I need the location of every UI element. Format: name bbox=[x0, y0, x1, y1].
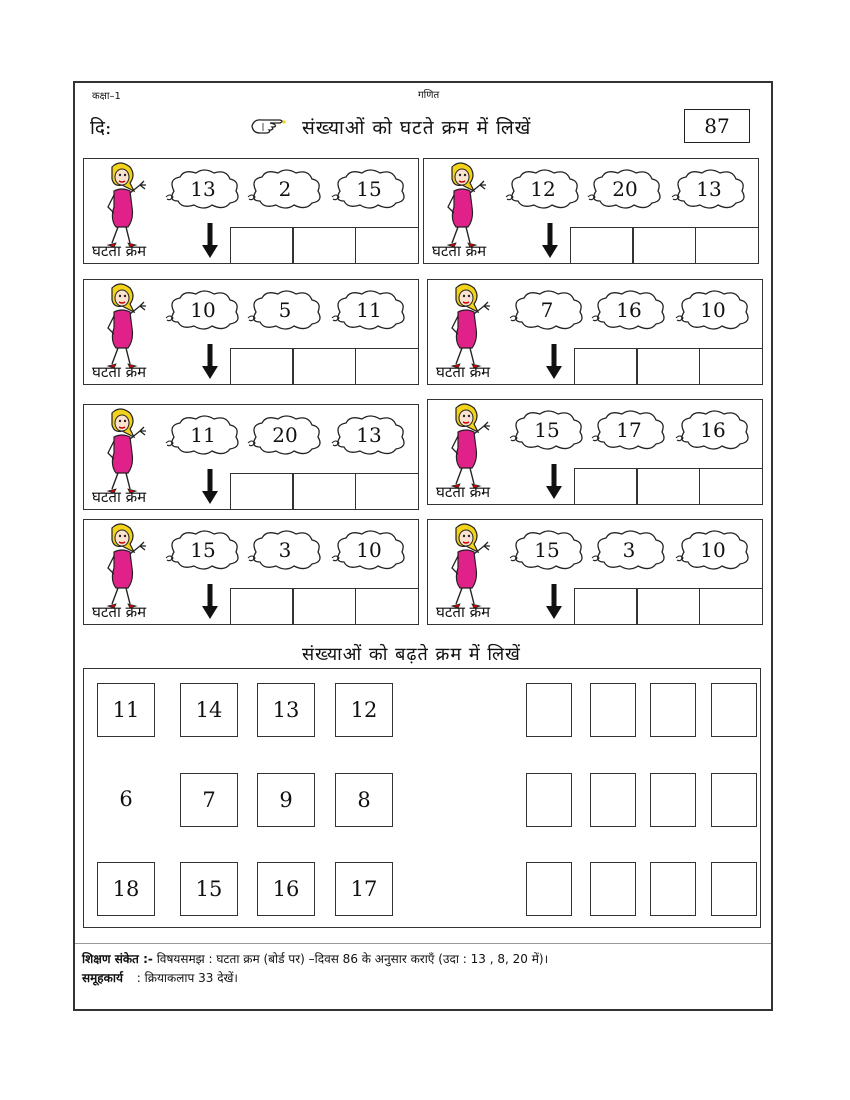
down-arrow-icon bbox=[201, 469, 219, 505]
number-cloud bbox=[164, 288, 242, 332]
cloud-number: 15 bbox=[534, 538, 560, 562]
cloud-number: 20 bbox=[612, 177, 638, 201]
answer-box[interactable] bbox=[636, 588, 700, 625]
ascending-answer-box[interactable] bbox=[711, 862, 757, 916]
cloud-number: 2 bbox=[278, 177, 292, 201]
descending-instruction: संख्याओं को घटते क्रम में लिखें bbox=[302, 117, 532, 139]
down-arrow-icon bbox=[541, 223, 559, 259]
sequence-label: घटता क्रम bbox=[92, 488, 147, 506]
sequence-label: घटता क्रम bbox=[92, 363, 147, 381]
number-cloud bbox=[330, 167, 408, 211]
descending-panel bbox=[427, 399, 763, 505]
number-cloud bbox=[674, 408, 752, 452]
answer-box[interactable] bbox=[695, 227, 759, 264]
answer-box[interactable] bbox=[230, 227, 294, 264]
ascending-number: 6 bbox=[119, 787, 133, 811]
cloud-number: 13 bbox=[356, 423, 382, 447]
ascending-number: 12 bbox=[335, 683, 393, 737]
number-cloud bbox=[674, 528, 752, 572]
girl-illustration bbox=[92, 282, 152, 372]
sequence-label: घटता क्रम bbox=[92, 242, 147, 260]
sequence-label: घटता क्रम bbox=[436, 483, 491, 501]
answer-row bbox=[575, 468, 763, 505]
answer-box[interactable] bbox=[355, 473, 419, 510]
ascending-number: 11 bbox=[97, 683, 155, 737]
cloud-number: 11 bbox=[356, 298, 382, 322]
ascending-answer-box[interactable] bbox=[526, 683, 572, 737]
ascending-number: 15 bbox=[180, 862, 238, 916]
answer-box[interactable] bbox=[230, 348, 294, 385]
page-number: 87 bbox=[684, 109, 750, 143]
teaching-hint bbox=[82, 950, 548, 967]
teaching-hint-text: विषयसमझ : घटता क्रम (बोर्ड पर) –दिवस 86 के अनुसार कराएँ (उदा : 13 , 8, 20 में)। bbox=[156, 952, 549, 966]
cloud-number: 15 bbox=[534, 418, 560, 442]
descending-panel bbox=[83, 279, 419, 385]
teaching-hint-label: शिक्षण संकेत :- bbox=[82, 952, 153, 966]
sequence-label: घटता क्रम bbox=[92, 603, 147, 621]
ascending-number: 16 bbox=[257, 862, 315, 916]
group-work bbox=[82, 969, 238, 986]
group-work-text: : क्रियाकलाप 33 देखें। bbox=[136, 971, 238, 985]
girl-illustration bbox=[436, 522, 496, 612]
cloud-number: 20 bbox=[272, 423, 298, 447]
sequence-label: घटता क्रम bbox=[432, 242, 487, 260]
cloud-number: 13 bbox=[190, 177, 216, 201]
descending-panel bbox=[83, 519, 419, 625]
answer-row bbox=[571, 227, 759, 264]
answer-box[interactable] bbox=[699, 588, 763, 625]
number-cloud bbox=[246, 288, 324, 332]
ascending-answer-box[interactable] bbox=[650, 683, 696, 737]
cloud-number: 15 bbox=[356, 177, 382, 201]
girl-illustration bbox=[432, 161, 492, 251]
cloud-number: 15 bbox=[190, 538, 216, 562]
answer-box[interactable] bbox=[355, 348, 419, 385]
number-cloud bbox=[164, 413, 242, 457]
number-cloud bbox=[164, 528, 242, 572]
answer-box[interactable] bbox=[292, 588, 356, 625]
cloud-number: 16 bbox=[700, 418, 726, 442]
answer-box[interactable] bbox=[574, 348, 638, 385]
group-work-label: समूहकार्य bbox=[82, 971, 123, 985]
girl-illustration bbox=[92, 407, 152, 497]
ascending-answer-box[interactable] bbox=[650, 773, 696, 827]
down-arrow-icon bbox=[545, 464, 563, 500]
answer-row bbox=[575, 348, 763, 385]
answer-row bbox=[575, 588, 763, 625]
number-cloud bbox=[246, 167, 324, 211]
down-arrow-icon bbox=[545, 344, 563, 380]
ascending-number: 8 bbox=[335, 773, 393, 827]
subject-label: गणित bbox=[418, 90, 440, 101]
class-label: कक्षा–1 bbox=[92, 91, 121, 102]
ascending-answer-box[interactable] bbox=[526, 862, 572, 916]
cloud-number: 10 bbox=[700, 298, 726, 322]
answer-box[interactable] bbox=[292, 348, 356, 385]
ascending-number: 7 bbox=[180, 773, 238, 827]
cloud-number: 17 bbox=[616, 418, 642, 442]
number-cloud bbox=[330, 288, 408, 332]
footer-divider bbox=[75, 943, 771, 944]
ascending-answer-box[interactable] bbox=[590, 773, 636, 827]
answer-box[interactable] bbox=[574, 468, 638, 505]
ascending-answer-box[interactable] bbox=[650, 862, 696, 916]
answer-box[interactable] bbox=[292, 473, 356, 510]
answer-box[interactable] bbox=[574, 588, 638, 625]
number-cloud bbox=[674, 288, 752, 332]
answer-box[interactable] bbox=[636, 468, 700, 505]
number-cloud bbox=[670, 167, 748, 211]
cloud-number: 7 bbox=[540, 298, 554, 322]
cloud-number: 10 bbox=[190, 298, 216, 322]
answer-box[interactable] bbox=[636, 348, 700, 385]
ascending-number: 18 bbox=[97, 862, 155, 916]
answer-box[interactable] bbox=[699, 348, 763, 385]
cloud-number: 10 bbox=[700, 538, 726, 562]
answer-box[interactable] bbox=[699, 468, 763, 505]
ascending-number: 17 bbox=[335, 862, 393, 916]
answer-box[interactable] bbox=[355, 588, 419, 625]
cloud-number: 3 bbox=[278, 538, 292, 562]
cloud-number: 16 bbox=[616, 298, 642, 322]
number-cloud bbox=[590, 288, 668, 332]
girl-illustration bbox=[436, 402, 496, 492]
answer-box[interactable] bbox=[230, 588, 294, 625]
answer-box[interactable] bbox=[570, 227, 634, 264]
answer-box[interactable] bbox=[230, 473, 294, 510]
number-cloud bbox=[590, 408, 668, 452]
number-cloud bbox=[590, 528, 668, 572]
cloud-number: 10 bbox=[356, 538, 382, 562]
number-cloud bbox=[330, 528, 408, 572]
descending-panel bbox=[423, 158, 759, 264]
sequence-label: घटता क्रम bbox=[436, 603, 491, 621]
answer-box[interactable] bbox=[632, 227, 696, 264]
answer-row bbox=[231, 227, 419, 264]
sequence-label: घटता क्रम bbox=[436, 363, 491, 381]
answer-box[interactable] bbox=[292, 227, 356, 264]
ascending-number: 9 bbox=[257, 773, 315, 827]
down-arrow-icon bbox=[201, 584, 219, 620]
pointing-hand-icon bbox=[250, 114, 288, 138]
number-cloud bbox=[508, 288, 586, 332]
down-arrow-icon bbox=[201, 223, 219, 259]
answer-row bbox=[231, 348, 419, 385]
ascending-number: 14 bbox=[180, 683, 238, 737]
answer-row bbox=[231, 588, 419, 625]
answer-box[interactable] bbox=[355, 227, 419, 264]
number-cloud bbox=[246, 413, 324, 457]
number-cloud bbox=[586, 167, 664, 211]
descending-panel bbox=[83, 158, 419, 264]
girl-illustration bbox=[92, 161, 152, 251]
ascending-instruction: संख्याओं को बढ़ते क्रम में लिखें bbox=[302, 644, 521, 665]
number-cloud bbox=[508, 408, 586, 452]
ascending-answer-box[interactable] bbox=[711, 683, 757, 737]
number-cloud bbox=[504, 167, 582, 211]
ascending-answer-box[interactable] bbox=[590, 862, 636, 916]
descending-panel bbox=[427, 279, 763, 385]
ascending-number: 13 bbox=[257, 683, 315, 737]
number-cloud bbox=[508, 528, 586, 572]
cloud-number: 12 bbox=[530, 177, 556, 201]
cloud-number: 5 bbox=[278, 298, 292, 322]
descending-panel bbox=[83, 404, 419, 510]
ascending-answer-box[interactable] bbox=[590, 683, 636, 737]
number-cloud bbox=[246, 528, 324, 572]
cloud-number: 11 bbox=[190, 423, 216, 447]
down-arrow-icon bbox=[201, 344, 219, 380]
number-cloud bbox=[164, 167, 242, 211]
ascending-answer-box[interactable] bbox=[526, 773, 572, 827]
descending-panel bbox=[427, 519, 763, 625]
cloud-number: 13 bbox=[696, 177, 722, 201]
date-label: दि: bbox=[90, 117, 112, 139]
number-cloud bbox=[330, 413, 408, 457]
cloud-number: 3 bbox=[622, 538, 636, 562]
girl-illustration bbox=[92, 522, 152, 612]
down-arrow-icon bbox=[545, 584, 563, 620]
girl-illustration bbox=[436, 282, 496, 372]
ascending-answer-box[interactable] bbox=[711, 773, 757, 827]
answer-row bbox=[231, 473, 419, 510]
